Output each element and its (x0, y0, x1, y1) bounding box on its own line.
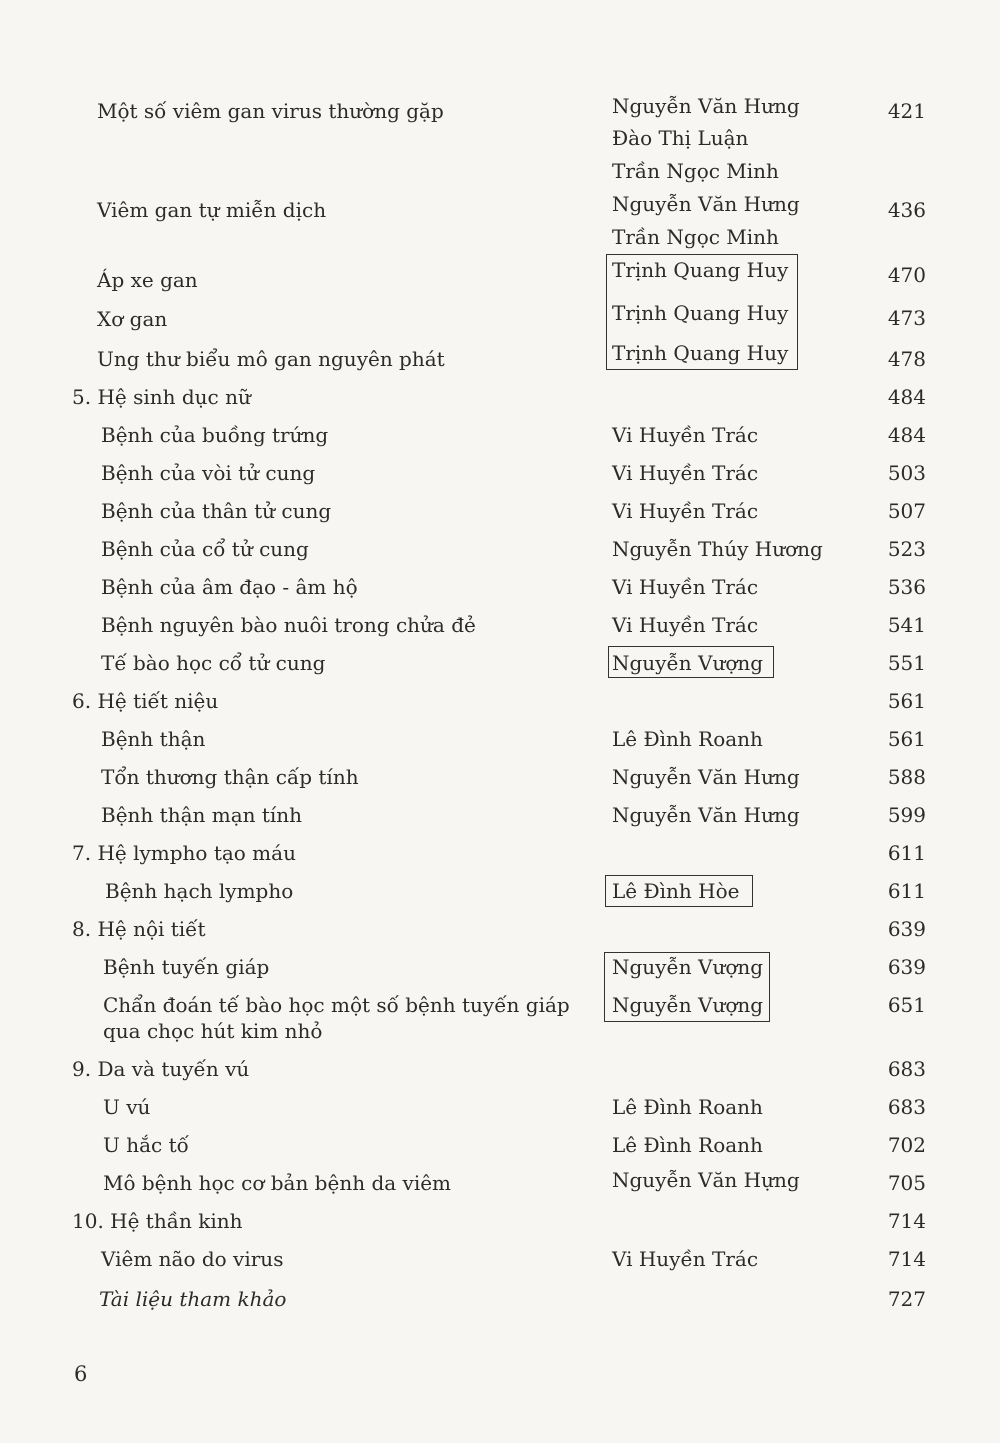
toc-entry-title: Bệnh của thân tử cung (101, 499, 332, 523)
toc-entry-page: 611 (887, 841, 926, 865)
toc-entry-author: Trịnh Quang Huy (612, 341, 789, 365)
page-number: 6 (74, 1362, 88, 1386)
toc-entry-author: Vi Huyền Trác (612, 423, 759, 447)
toc-entry-author: Nguyễn Văn Hưng (612, 803, 800, 827)
toc-entry-page: 714 (887, 1209, 926, 1233)
toc-entry-page: 588 (887, 765, 926, 789)
toc-entry-title: Viêm gan tự miễn dịch (97, 198, 327, 222)
toc-entry-title: U hắc tố (103, 1133, 189, 1157)
toc-entry-page: 503 (887, 461, 926, 485)
toc-entry-author: Trần Ngọc Minh (612, 225, 779, 249)
toc-entry-title: Bệnh thận mạn tính (101, 803, 303, 827)
toc-entry-title: Bệnh của buồng trứng (101, 423, 329, 447)
toc-entry-author: Nguyễn Thúy Hương (612, 537, 823, 561)
toc-entry-author: Nguyễn Vượng (612, 955, 764, 979)
toc-entry-author: Nguyễn Vượng (612, 993, 764, 1017)
toc-entry-author: Vi Huyền Trác (612, 575, 759, 599)
toc-entry-page: 639 (887, 955, 926, 979)
toc-entry-title: Mô bệnh học cơ bản bệnh da viêm (103, 1171, 452, 1195)
toc-section-title: 9. Da và tuyến vú (72, 1057, 250, 1081)
toc-entry-title-continuation: qua chọc hút kim nhỏ (103, 1019, 323, 1043)
toc-entry-title: Tế bào học cổ tử cung (101, 651, 326, 675)
toc-section-title: 10. Hệ thần kinh (72, 1209, 243, 1233)
toc-entry-author: Trịnh Quang Huy (612, 258, 789, 282)
toc-entry-page: 611 (887, 879, 926, 903)
toc-entry-title: U vú (103, 1095, 151, 1119)
toc-entry-title: Bệnh của vòi tử cung (101, 461, 316, 485)
toc-entry-title: Một số viêm gan virus thường gặp (97, 99, 444, 123)
toc-entry-author: Vi Huyền Trác (612, 1247, 759, 1271)
toc-entry-page: 436 (887, 198, 926, 222)
toc-entry-author: Lê Đình Roanh (612, 727, 763, 751)
toc-entry-page: 702 (887, 1133, 926, 1157)
toc-entry-page: 523 (887, 537, 926, 561)
toc-entry-author: Trần Ngọc Minh (612, 159, 779, 183)
toc-entry-author: Nguyễn Văn Hưng (612, 94, 800, 118)
toc-entry-page: 478 (887, 347, 926, 371)
toc-entry-author: Đào Thị Luận (612, 126, 749, 150)
toc-entry-title: Ung thư biểu mô gan nguyên phát (97, 347, 445, 371)
toc-entry-page: 599 (887, 803, 926, 827)
toc-entry-author: Trịnh Quang Huy (612, 301, 789, 325)
toc-entry-page: 639 (887, 917, 926, 941)
toc-entry-page: 727 (887, 1287, 926, 1311)
toc-entry-author: Nguyễn Văn Hưng (612, 765, 800, 789)
toc-entry-page: 536 (887, 575, 926, 599)
toc-entry-author: Vi Huyền Trác (612, 461, 759, 485)
toc-entry-author: Lê Đình Roanh (612, 1133, 763, 1157)
toc-references-title: Tài liệu tham khảo (99, 1287, 287, 1311)
toc-entry-author: Nguyễn Văn Hựng (612, 1168, 800, 1192)
toc-entry-page: 561 (887, 689, 926, 713)
toc-entry-title: Áp xe gan (97, 268, 198, 292)
toc-entry-page: 473 (887, 306, 926, 330)
toc-section-title: 7. Hệ lympho tạo máu (72, 841, 296, 865)
toc-entry-page: 484 (887, 385, 926, 409)
toc-entry-author: Vi Huyền Trác (612, 613, 759, 637)
toc-entry-author: Lê Đình Hòe (612, 879, 740, 903)
toc-entry-author: Nguyễn Vượng (612, 651, 764, 675)
toc-section-title: 6. Hệ tiết niệu (72, 689, 219, 713)
toc-entry-author: Lê Đình Roanh (612, 1095, 763, 1119)
toc-entry-page: 421 (887, 99, 926, 123)
toc-section-title: 5. Hệ sinh dục nữ (72, 385, 251, 409)
toc-entry-title: Tổn thương thận cấp tính (101, 765, 359, 789)
toc-entry-page: 705 (887, 1171, 926, 1195)
toc-entry-page: 507 (887, 499, 926, 523)
toc-section-title: 8. Hệ nội tiết (72, 917, 206, 941)
toc-entry-title: Bệnh hạch lympho (105, 879, 294, 903)
toc-entry-title: Bệnh thận (101, 727, 206, 751)
toc-entry-page: 561 (887, 727, 926, 751)
toc-entry-page: 470 (887, 263, 926, 287)
toc-entry-page: 484 (887, 423, 926, 447)
toc-entry-author: Nguyễn Văn Hưng (612, 192, 800, 216)
toc-entry-title: Bệnh của cổ tử cung (101, 537, 309, 561)
toc-entry-title: Viêm não do virus (101, 1247, 284, 1271)
toc-entry-title: Bệnh của âm đạo - âm hộ (101, 575, 358, 599)
toc-entry-title: Bệnh nguyên bào nuôi trong chửa đẻ (101, 613, 476, 637)
toc-entry-title: Xơ gan (97, 307, 168, 331)
toc-entry-page: 651 (887, 993, 926, 1017)
toc-entry-page: 683 (887, 1057, 926, 1081)
toc-entry-page: 541 (887, 613, 926, 637)
toc-entry-title: Bệnh tuyến giáp (103, 955, 270, 979)
toc-entry-author: Vi Huyền Trác (612, 499, 759, 523)
toc-entry-page: 551 (887, 651, 926, 675)
toc-entry-page: 714 (887, 1247, 926, 1271)
toc-entry-title: Chẩn đoán tế bào học một số bệnh tuyến giáp (103, 993, 570, 1017)
toc-entry-page: 683 (887, 1095, 926, 1119)
